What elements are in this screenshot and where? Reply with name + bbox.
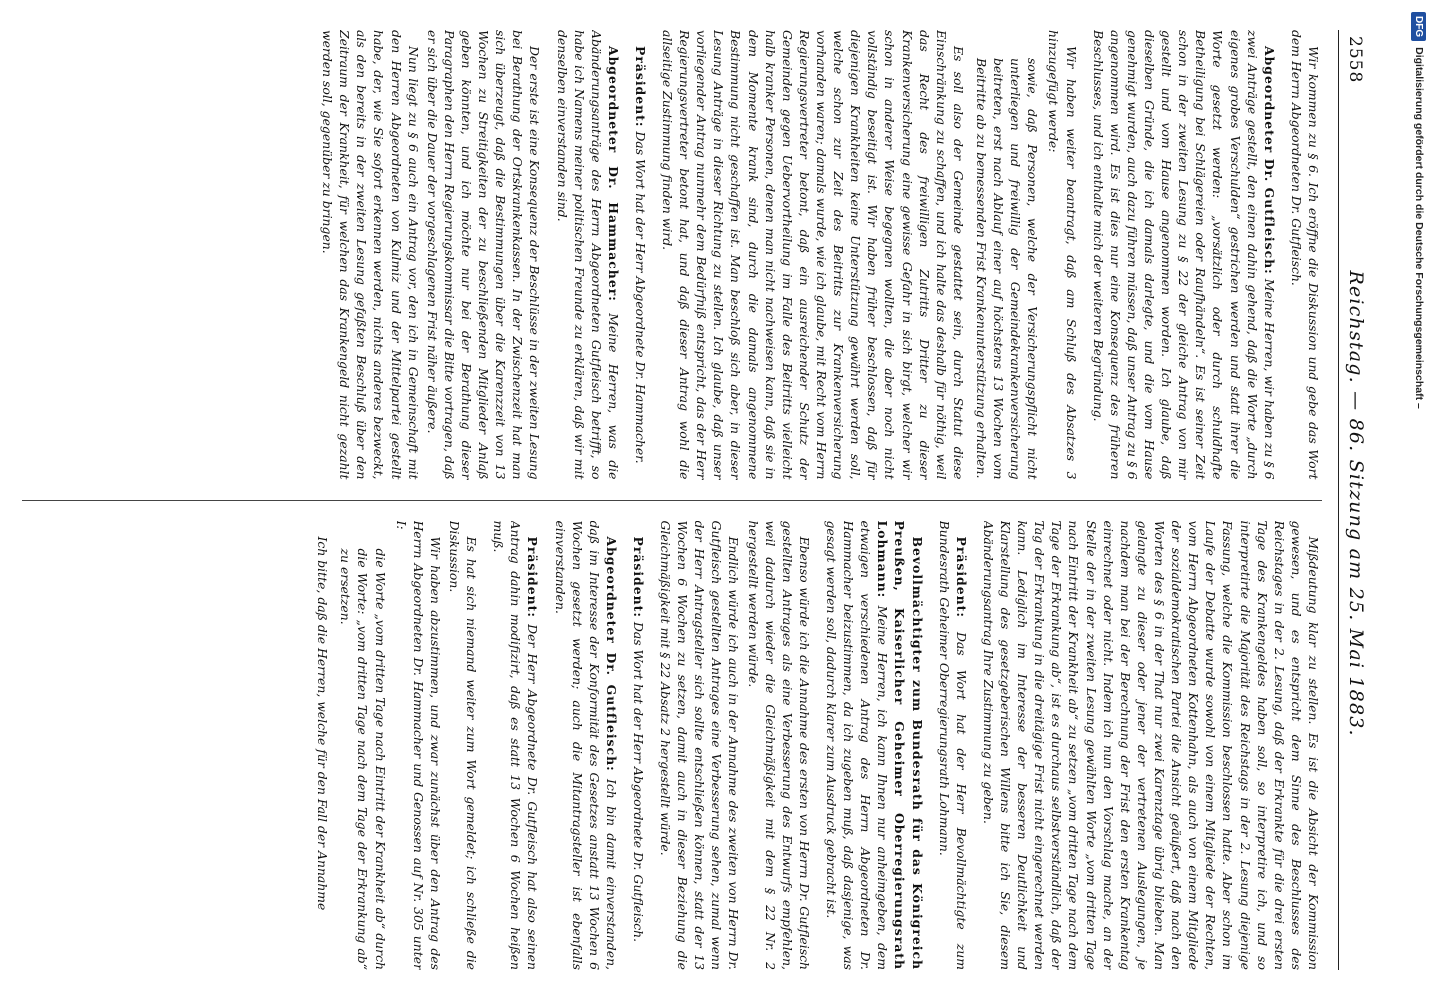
- paragraph-text: Wir haben weiter beantragt, daß am Schluß des Absatzes 3 hinzugefügt werde:: [1046, 30, 1079, 480]
- paragraph-text: Wir kommen zu § 6. Ich eröffne die Diskussion und gebe das Wort dem Herrn Abgeordneten Dr. Gutfleisch.: [1288, 30, 1321, 480]
- paragraph: [337, 549, 388, 971]
- right-column: [22, 521, 1322, 971]
- dfg-notice-text: Digitalisierung gefördert durch die Deutsche Forschungsgemeinschaft –: [1413, 47, 1425, 409]
- paragraph-text: Ebenso würde ich die Annahme des ersten von Herrn Dr. Gutfleisch gestellten Antrages als eine Verbesserung des Entwurfs empfehlen, weil dadurch wieder die Gleichmäßigkeit mit dem § 22 Nr. 2 hergestellt werden würde.: [745, 520, 812, 970]
- speaker-label: Abgeordneter Dr. Gutfleisch:: [603, 536, 619, 772]
- paragraph: [659, 30, 967, 480]
- speaker-label: Präsident:: [632, 46, 648, 128]
- paragraph-text: Der erste ist eine Konsequenz der Beschlüsse in der zweiten Lesung bei Berathung der Ortskrankenkassen. In der Zwischenzeit hat man sich überzeugt, daß die Bestimmungen über die Karenzzeit von 13 Wochen zu Streitigkeiten der zu beschließenden Mitglieder Anlaß geben könnten, und ich möchte nur bei der Berathung dieser Paragraphen den Herrn Regierungskommissar die Bitte vortragen, daß er sich über die Dauer der vorgeschlagenen Frist näher äußere.: [424, 30, 543, 480]
- paragraph-text: Meine Herren, ich kann Ihnen nur anheimgeben, dem etwaigen verschiedenen Antrag des Herrn Abgeordneten Dr. Hammacher beizustimmen, da ich zugeben muß, daß dasjenige, was gesagt werden soll, dadurch klarer zum Ausdruck gebracht ist.: [824, 520, 891, 970]
- dfg-logo: DFG: [1412, 12, 1427, 41]
- paragraph: [745, 521, 813, 971]
- paragraph-text: Mißdeutung klar zu stellen. Es ist die Absicht der Kommission gewesen, und es entspricht dem Sinne des Beschlusses des Reichstages in der 2. Lesung, daß der Erkrankte für die drei ersten Tage des Krankengeldes haben soll, so interpretire ich, und so interpretirte die Majorität des Reichstags in der 2. Lesung diejenige Fassung, welche die Kommission beschlossen hatte. Aber schon im Laufe der Debatte wurde sowohl von einem Mitgliede der Rechten, vom Herrn Abgeordneten Kottenhahn, als auch von einem Mitgliede der sozialdemokratischen Partei die Ansicht geäußert, daß nach den Worten des § 6 in der That nur zwei Karenztage übrig blieben. Man gelangte zu dieser oder jener der vertretenen Auslegungen, je nachdem man bei der Berechnung der Frist den ersten Krankentag einrechnet oder nicht. Indem ich nun den Vorschlag mache, an der Stelle der in der zweiten Lesung gewählten Worte „vom dritten Tage nach Eintritt der Krankheit ab“ zu setzen „vom dritten Tage nach dem Tage der Erkrankung ab“, ist es durchaus selbstverständlich, daß der Tag der Erkrankung in die dreitägige Frist nicht eingerechnet werden kann. Lediglich im Interesse der besseren Deutlichkeit und Klarstellung des gesetzgeberischen Willens bitte ich Sie, diesem Abänderungsantrag Ihre Zustimmung zu geben.: [980, 520, 1321, 970]
- paragraph-text: Das Wort hat der Herr Abgeordnete Dr. Hammacher.: [632, 131, 648, 464]
- paragraph: [424, 30, 544, 480]
- paragraph-text: Ich bin damit einverstanden, daß im Interesse der Konformität des Gesetzes anstatt 13 Wochen 6 Wochen gesetzt werden; auch die Mitantragsteller ist ebenfalls einverstanden.: [552, 520, 619, 970]
- paragraph-text: Meine Herren, wir haben zu § 6 zwei Anträge gestellt, den einen dahin gehend, daß die Worte „durch eigenes grobes Verschulden“ gestrichen werden und statt ihrer die Worte gesetzt werden: „vorsätzlich oder durch schuldhafte Betheiligung bei Schlägereien oder Raufhändeln“. Es ist seiner Zeit schon in der zweiten Lesung zu § 22 der gleiche Antrag von mir gestellt und vom Hause angenommen worden. Ich glaube, daß dieselben Gründe, die ich damals darlegte, und die vom Hause genehmigt wurden, auch dazu führen müssen, daß unser Antrag zu § 6 angenommen wird. Es ist dies nur eine Konsequenz des früheren Beschlusses, und ich enthalte mich der weiteren Begründung.: [1090, 30, 1277, 480]
- page-header: [1338, 30, 1380, 970]
- speaker-label: Präsident:: [525, 536, 541, 618]
- paragraph-text: Das Wort hat der Herr Bevollmächtigte zum Bundesrath Geheimer Oberregierungsrath Lohmann.: [936, 520, 969, 970]
- paragraph-text: Endlich würde ich auch in der Annahme des zweiten von Herrn Dr. Gutfleisch gestellten Antrages eine Verbesserung sehen, zumal wenn der Herr Antragsteller sich sollte entschließen können, statt der 13 Wochen 6 Wochen zu setzen, damit auch in dieser Beziehung die Gleichmäßigkeit mit § 22 Absatz 2 hergestellt würde.: [658, 520, 742, 970]
- paragraph: [823, 521, 926, 971]
- paragraph: [446, 521, 480, 971]
- paragraph: [393, 521, 444, 971]
- speaker-label: Abgeordneter Dr. Hammacher:: [605, 46, 621, 302]
- speaker-label: Bevollmächtigter zum Bundesrath für das Königreich Preußen, Kaiserlicher Geheimer Oberregierungsrath Lohmann:: [875, 520, 925, 970]
- paragraph-text: die Worte „vom dritten Tage nach Eintritt der Krankheit ab“ durch die Worte: „vom dritten Tage nach dem Tage der Erkrankung ab“ zu ersetzen.: [338, 548, 388, 970]
- paragraph: [490, 521, 541, 971]
- paragraph: [551, 521, 619, 971]
- paragraph-text: Meine Herren, was die Abänderungsanträge des Herrn Abgeordneten Gutfleisch betrifft, so habe ich Namens meiner politischen Freunde zu erklären, daß wir mit denselben einverstanden sind.: [554, 30, 621, 480]
- paragraph: [1090, 30, 1278, 480]
- paragraph: [1045, 30, 1079, 480]
- speaker-label: Präsident:: [953, 536, 969, 618]
- speaker-label: Präsident:: [630, 536, 646, 618]
- paragraph: [314, 521, 331, 971]
- text-columns: [22, 30, 1322, 970]
- paragraph: [632, 30, 649, 480]
- paragraph-text: Nun liegt zu § 6 auch ein Antrag vor, den ich in Gemeinschaft mit den Herren Abgeordneten von Kulmiz und der Mittelpartei gestellt habe, der, wie Sie sofort erkennen werden, nichts anderes bezweckt, als den bereits in der zweiten Lesung gefaßten Beschluß über den Zeitraum der Krankheit, für welchen das Krankengeld nicht gezahlt werden soll, gegenüber zu bringen.: [320, 30, 421, 480]
- speaker-label: Abgeordneter Dr. Gutfleisch:: [1261, 46, 1277, 275]
- paragraph: [980, 521, 1322, 971]
- paragraph-text: Es hat sich niemand weiter zum Wort gemeldet; ich schließe die Diskussion.: [446, 520, 480, 970]
- paragraph: [973, 58, 1041, 480]
- page-number: 2558: [1345, 36, 1365, 84]
- paragraph: [1288, 30, 1322, 480]
- paragraph: [936, 521, 970, 971]
- dfg-notice: [1406, 0, 1432, 1000]
- paragraph-text: Wir haben abzustimmen, und zwar zunächst über den Antrag des Herrn Abgeordneten Dr. Hammacher und Genossen auf Nr. 305 unter I:: [393, 520, 443, 970]
- paragraph: [657, 521, 743, 971]
- paragraph: [630, 521, 647, 971]
- paragraph: [319, 30, 422, 480]
- column-divider: [22, 500, 1322, 501]
- paragraph-text: Ich bitte, daß die Herren, welche für den Fall der Annahme: [315, 536, 331, 911]
- page-title: Reichstag. — 86. Sitzung am 25. Mai 1883.: [1345, 270, 1367, 737]
- paragraph-text: Der Herr Abgeordnete Dr. Gutfleisch hat also seinen Antrag dahin modifizirt, daß es statt 13 Wochen 6 Wochen heißen muß.: [491, 520, 541, 970]
- paragraph-text: Es soll also der Gemeinde gestattet sein, durch Statut diese Einschränkung zu schaffen, und ich halte das deshalb für nöthig, weil das Recht des freiwilligen Zutritts Dritter zu dieser Krankenversicherung eine gewisse Gefahr in sich birgt, welcher wir schon in anderer Weise begegnen wollten, die aber noch nicht vollständig beseitigt ist. Wir haben früher beschlossen, daß für diejenigen Krankheiten keine Unterstützung gewährt werden soll, welche schon zur Zeit des Beitritts zur Krankenversicherung vorhanden waren; damals wurde, wie ich glaube, mit Recht vom Herrn Regierungsvertreter betont, daß ein ausreichender Schutz der Gemeinden gegen Uebervortheilung im Falle des Beitritts vielleicht halb kranker Personen, denen man nicht nachweisen kann, daß sie in dem Momente krank sind, durch die damals angenommene Bestimmung nicht geschaffen ist. Man beschloß sich aber, in dieser Lesung Anträge in dieser Richtung zu stellen. Ich glaube, daß unser vorliegender Antrag nunmehr dem Bedürfniß entspricht, das der Herr Regierungsvertreter betont hat, und daß dieser Antrag wohl die allseitige Zustimmung finden wird.: [660, 30, 966, 480]
- paragraph-text: sowie, daß Personen, welche der Versicherungspflicht nicht unterliegen und freiwillig der Gemeindekrankenversicherung beitreten, erst nach Ablauf einer auf höchstens 13 Wochen vom Beitritte ab zu bemessenden Frist Krankenunterstützung erhalten.: [974, 58, 1041, 480]
- left-column: [22, 30, 1322, 480]
- paragraph-text: Das Wort hat der Herr Abgeordnete Dr. Gutfleisch.: [630, 621, 646, 943]
- paragraph: [553, 30, 621, 480]
